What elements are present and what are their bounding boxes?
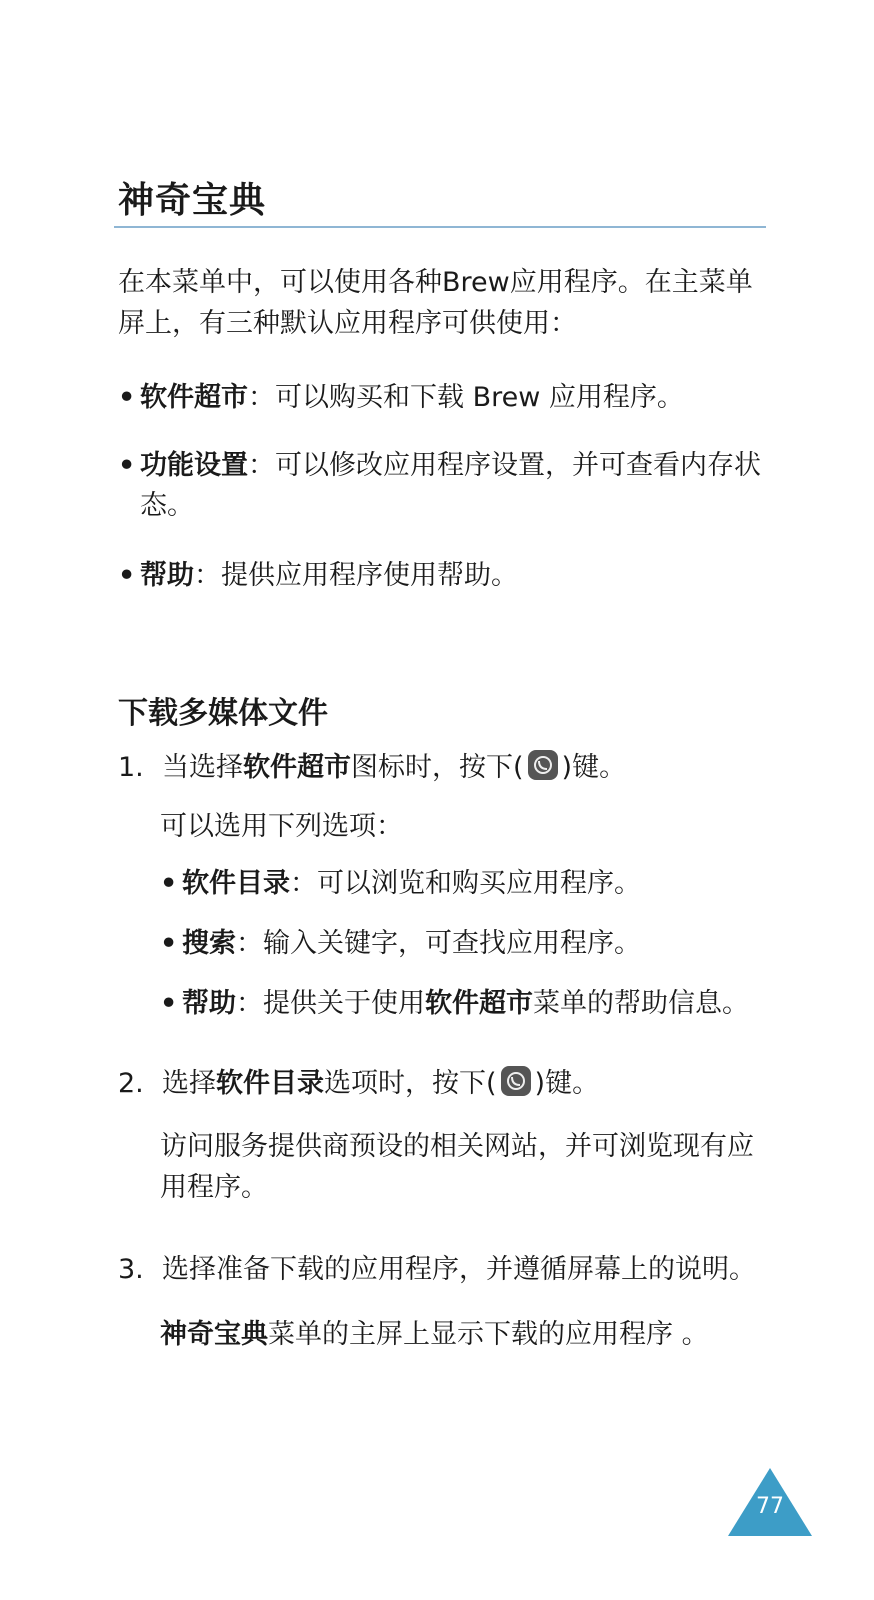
step-number: 2.	[118, 1068, 144, 1099]
step-text: 菜单的主屏上显示下载的应用程序 。	[268, 1319, 709, 1350]
option-text: 菜单的帮助信息。	[533, 988, 749, 1019]
bullet-dot: •	[160, 988, 178, 1019]
step-1	[118, 748, 766, 788]
section-title: 神奇宝典	[118, 180, 267, 221]
download-heading: 下载多媒体文件	[118, 696, 328, 731]
step-3-note	[160, 1314, 766, 1355]
bullet-dot: •	[118, 450, 136, 481]
step-2-note: 访问服务提供商预设的相关网站，并可浏览现有应用程序。	[160, 1131, 754, 1203]
option-text: ：可以浏览和购买应用程序。	[290, 868, 641, 899]
bullet-term: 帮助	[140, 560, 194, 591]
step-1-note: 可以选用下列选项：	[160, 811, 403, 842]
option-term: 软件超市	[425, 988, 533, 1019]
option-term: 帮助	[182, 988, 236, 1019]
step-term: 软件超市	[243, 752, 351, 783]
page-number: 77	[756, 1494, 784, 1519]
title-divider	[114, 226, 766, 228]
option-item	[160, 864, 766, 904]
option-item	[160, 924, 766, 964]
option-text: ：提供关于使用	[236, 988, 425, 1019]
step-text: 选择	[162, 1068, 216, 1099]
bullet-item	[118, 378, 766, 418]
step-text: )键。	[561, 752, 627, 783]
option-term: 搜索	[182, 928, 236, 959]
step-text: 当选择	[162, 752, 243, 783]
ok-key-icon	[528, 750, 558, 780]
step-2	[118, 1064, 766, 1104]
bullet-text: ：可以修改应用程序设置，并可查看内存状态。	[140, 450, 761, 521]
step-term: 软件目录	[216, 1068, 324, 1099]
intro-paragraph: 在本菜单中，可以使用各种Brew应用程序。在主菜单屏上，有三种默认应用程序可供使用：	[118, 267, 753, 339]
step-3	[118, 1250, 766, 1290]
bullet-item	[118, 556, 766, 596]
bullet-text: ：提供应用程序使用帮助。	[194, 560, 518, 591]
step-text: )键。	[534, 1068, 600, 1099]
option-item	[160, 984, 766, 1024]
step-number: 3.	[118, 1254, 144, 1285]
option-text: ：输入关键字，可查找应用程序。	[236, 928, 641, 959]
bullet-term: 软件超市	[140, 382, 248, 413]
ok-key-icon	[501, 1066, 531, 1096]
bullet-dot: •	[160, 868, 178, 899]
bullet-dot: •	[118, 560, 136, 591]
step-number: 1.	[118, 752, 144, 783]
step-text: 选项时，按下(	[324, 1068, 497, 1099]
option-term: 软件目录	[182, 868, 290, 899]
bullet-dot: •	[160, 928, 178, 959]
bullet-text: ：可以购买和下载 Brew 应用程序。	[248, 382, 684, 413]
step-text: 选择准备下载的应用程序，并遵循屏幕上的说明。	[162, 1254, 756, 1285]
step-text: 图标时，按下(	[351, 752, 524, 783]
bullet-dot: •	[118, 382, 136, 413]
step-term: 神奇宝典	[160, 1319, 268, 1350]
bullet-term: 功能设置	[140, 450, 248, 481]
bullet-item	[118, 446, 766, 526]
